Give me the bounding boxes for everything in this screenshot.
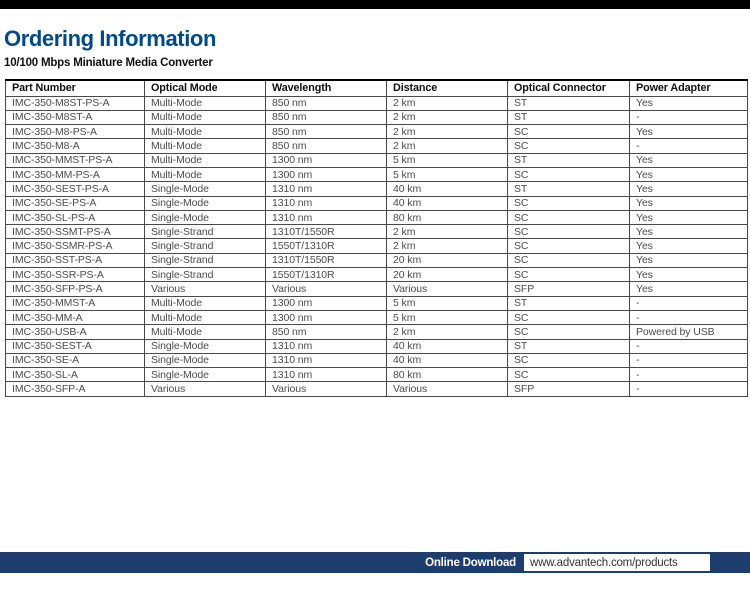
table-row	[6, 368, 748, 382]
table-cell: SC	[508, 196, 630, 210]
table-cell: Yes	[630, 182, 748, 196]
table-row	[6, 210, 748, 224]
table-cell: Yes	[630, 196, 748, 210]
table-cell: IMC-350-M8ST-PS-A	[6, 96, 145, 110]
table-cell: ST	[508, 182, 630, 196]
table-cell: IMC-350-SEST-PS-A	[6, 182, 145, 196]
table-cell: IMC-350-SFP-PS-A	[6, 282, 145, 296]
table-cell: 80 km	[387, 368, 508, 382]
table-row	[6, 139, 748, 153]
table-cell: Yes	[630, 253, 748, 267]
table-cell: Single-Mode	[145, 353, 266, 367]
table-cell: SC	[508, 268, 630, 282]
table-cell: Various	[266, 282, 387, 296]
table-body	[6, 96, 748, 396]
table-cell: SC	[508, 139, 630, 153]
table-row	[6, 296, 748, 310]
top-black-bar	[0, 0, 750, 9]
table-cell: Yes	[630, 239, 748, 253]
table-cell: ST	[508, 296, 630, 310]
table-cell: 1310 nm	[266, 368, 387, 382]
table-row	[6, 382, 748, 396]
table-cell: Yes	[630, 96, 748, 110]
table-cell: 850 nm	[266, 110, 387, 124]
table-cell: SC	[508, 310, 630, 324]
table-cell: Single-Strand	[145, 239, 266, 253]
table-cell: -	[630, 139, 748, 153]
ordering-table	[5, 79, 748, 397]
table-cell: SC	[508, 353, 630, 367]
table-cell: SFP	[508, 382, 630, 396]
table-cell: Various	[145, 382, 266, 396]
table-cell: -	[630, 296, 748, 310]
table-caption: 10/100 Mbps Miniature Media Converter	[4, 57, 213, 69]
table-cell: 850 nm	[266, 325, 387, 339]
table-row	[6, 253, 748, 267]
table-cell: 850 nm	[266, 125, 387, 139]
table-cell: IMC-350-M8ST-A	[6, 110, 145, 124]
table-cell: IMC-350-SEST-A	[6, 339, 145, 353]
table-cell: 1300 nm	[266, 167, 387, 181]
table-cell: Single-Mode	[145, 368, 266, 382]
table-cell: IMC-350-MMST-A	[6, 296, 145, 310]
table-cell: Multi-Mode	[145, 310, 266, 324]
table-cell: 850 nm	[266, 96, 387, 110]
table-cell: 1300 nm	[266, 296, 387, 310]
table-row	[6, 353, 748, 367]
download-url[interactable]: www.advantech.com/products	[530, 556, 678, 569]
table-cell: 5 km	[387, 153, 508, 167]
table-cell: SC	[508, 167, 630, 181]
table-cell: Multi-Mode	[145, 325, 266, 339]
table-cell: -	[630, 339, 748, 353]
table-cell: IMC-350-MM-A	[6, 310, 145, 324]
table-cell: Yes	[630, 153, 748, 167]
table-cell: ST	[508, 153, 630, 167]
table-cell: -	[630, 382, 748, 396]
table-cell: SC	[508, 239, 630, 253]
table-cell: Yes	[630, 282, 748, 296]
table-cell: Single-Mode	[145, 210, 266, 224]
table-cell: Yes	[630, 125, 748, 139]
table-cell: 1310 nm	[266, 196, 387, 210]
table-cell: SC	[508, 225, 630, 239]
table-cell: 1310 nm	[266, 210, 387, 224]
table-cell: 2 km	[387, 96, 508, 110]
table-cell: IMC-350-USB-A	[6, 325, 145, 339]
table-cell: Single-Mode	[145, 182, 266, 196]
table-row	[6, 239, 748, 253]
table-cell: 40 km	[387, 182, 508, 196]
table-cell: 2 km	[387, 110, 508, 124]
table-cell: IMC-350-SE-PS-A	[6, 196, 145, 210]
table-cell: ST	[508, 96, 630, 110]
footer-bar	[0, 552, 750, 573]
table-cell: Powered by USB	[630, 325, 748, 339]
table-cell: Multi-Mode	[145, 125, 266, 139]
table-cell: Various	[387, 382, 508, 396]
table-cell: -	[630, 310, 748, 324]
table-cell: IMC-350-SL-PS-A	[6, 210, 145, 224]
table-cell: ST	[508, 110, 630, 124]
table-cell: IMC-350-M8-A	[6, 139, 145, 153]
table-cell: 40 km	[387, 196, 508, 210]
page-title: Ordering Information	[4, 26, 217, 51]
table-cell: 20 km	[387, 253, 508, 267]
table-cell: Single-Strand	[145, 253, 266, 267]
table-row	[6, 339, 748, 353]
table-cell: 80 km	[387, 210, 508, 224]
table-row	[6, 310, 748, 324]
table-cell: -	[630, 110, 748, 124]
table-cell: Various	[145, 282, 266, 296]
table-cell: IMC-350-SL-A	[6, 368, 145, 382]
table-cell: Multi-Mode	[145, 110, 266, 124]
table-cell: 2 km	[387, 225, 508, 239]
table-cell: Multi-Mode	[145, 167, 266, 181]
table-cell: Multi-Mode	[145, 296, 266, 310]
table-cell: -	[630, 368, 748, 382]
table-cell: Single-Strand	[145, 225, 266, 239]
table-cell: 1310T/1550R	[266, 253, 387, 267]
table-cell: 2 km	[387, 239, 508, 253]
table-cell: 5 km	[387, 310, 508, 324]
table-row	[6, 167, 748, 181]
column-header: Optical Connector	[508, 80, 630, 96]
table-cell: 1310T/1550R	[266, 225, 387, 239]
column-header: Part Number	[6, 80, 145, 96]
table-cell: SC	[508, 210, 630, 224]
table-cell: Yes	[630, 225, 748, 239]
table-cell: IMC-350-SE-A	[6, 353, 145, 367]
table-row	[6, 196, 748, 210]
table-cell: ST	[508, 339, 630, 353]
table-cell: 2 km	[387, 139, 508, 153]
table-row	[6, 325, 748, 339]
table-cell: -	[630, 353, 748, 367]
table-cell: 1310 nm	[266, 339, 387, 353]
table-cell: IMC-350-MM-PS-A	[6, 167, 145, 181]
table-cell: SFP	[508, 282, 630, 296]
table-cell: Single-Mode	[145, 196, 266, 210]
table-cell: SC	[508, 125, 630, 139]
table-cell: IMC-350-SSR-PS-A	[6, 268, 145, 282]
table-cell: Yes	[630, 210, 748, 224]
table-cell: 1310 nm	[266, 182, 387, 196]
table-row	[6, 268, 748, 282]
table-cell: 5 km	[387, 167, 508, 181]
online-download-label: Online Download	[425, 556, 516, 569]
table-row	[6, 153, 748, 167]
table-cell: Multi-Mode	[145, 139, 266, 153]
table-row	[6, 125, 748, 139]
column-header: Optical Mode	[145, 80, 266, 96]
table-cell: Yes	[630, 268, 748, 282]
table-cell: Various	[266, 382, 387, 396]
column-header: Power Adapter	[630, 80, 748, 96]
table-cell: 2 km	[387, 125, 508, 139]
table-row	[6, 282, 748, 296]
table-cell: Yes	[630, 167, 748, 181]
table-row	[6, 96, 748, 110]
table-header-row	[6, 80, 748, 96]
table-cell: 2 km	[387, 325, 508, 339]
table-row	[6, 182, 748, 196]
table-cell: Single-Strand	[145, 268, 266, 282]
table-cell: IMC-350-SSMR-PS-A	[6, 239, 145, 253]
table-cell: Multi-Mode	[145, 153, 266, 167]
table-cell: IMC-350-SSMT-PS-A	[6, 225, 145, 239]
table-cell: IMC-350-SST-PS-A	[6, 253, 145, 267]
column-header: Distance	[387, 80, 508, 96]
column-header: Wavelength	[266, 80, 387, 96]
table-cell: 850 nm	[266, 139, 387, 153]
table-cell: 5 km	[387, 296, 508, 310]
table-cell: 1300 nm	[266, 153, 387, 167]
table-cell: Multi-Mode	[145, 96, 266, 110]
table-cell: SC	[508, 253, 630, 267]
table-cell: SC	[508, 325, 630, 339]
table-row	[6, 225, 748, 239]
table-row	[6, 110, 748, 124]
table-cell: 1310 nm	[266, 353, 387, 367]
download-url-box[interactable]	[524, 554, 710, 571]
table-cell: Various	[387, 282, 508, 296]
table-cell: IMC-350-SFP-A	[6, 382, 145, 396]
table-cell: SC	[508, 368, 630, 382]
table-cell: 40 km	[387, 339, 508, 353]
table-cell: 1550T/1310R	[266, 268, 387, 282]
table-cell: IMC-350-MMST-PS-A	[6, 153, 145, 167]
table-cell: 40 km	[387, 353, 508, 367]
table-cell: 1550T/1310R	[266, 239, 387, 253]
table-cell: 20 km	[387, 268, 508, 282]
table-cell: 1300 nm	[266, 310, 387, 324]
table-cell: IMC-350-M8-PS-A	[6, 125, 145, 139]
table-cell: Single-Mode	[145, 339, 266, 353]
